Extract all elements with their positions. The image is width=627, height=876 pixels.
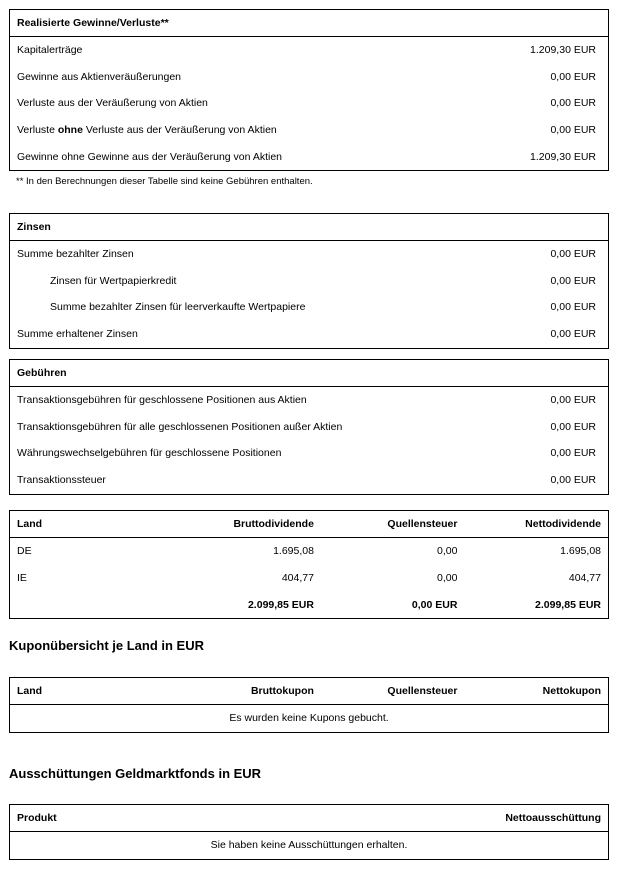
column-header: Bruttokupon bbox=[189, 678, 321, 705]
row-label: Summe bezahlter Zinsen bbox=[17, 248, 134, 260]
row-value: 0,00 EUR bbox=[550, 70, 596, 83]
row-label: Summe erhaltener Zinsen bbox=[17, 328, 138, 341]
table-row bbox=[10, 440, 608, 467]
row-label: Kapitalerträge bbox=[17, 44, 83, 56]
cell-country: DE bbox=[17, 545, 32, 558]
column-header: Land bbox=[10, 678, 189, 705]
row-label: Währungswechselgebühren für geschlossene Positionen bbox=[17, 447, 282, 460]
fees-table bbox=[9, 359, 609, 495]
empty-row bbox=[10, 705, 608, 732]
row-label: Zinsen für Wertpapierkredit bbox=[50, 274, 177, 287]
row-value: 0,00 EUR bbox=[550, 301, 596, 314]
row-value: 1.209,30 EUR bbox=[530, 44, 596, 56]
row-value: 0,00 EUR bbox=[550, 248, 596, 260]
mmf-heading: Ausschüttungen Geldmarktfonds in EUR bbox=[9, 766, 262, 781]
table-row bbox=[10, 117, 608, 144]
row-label: Gewinne aus Aktienveräußerungen bbox=[17, 70, 182, 83]
table-row bbox=[10, 37, 608, 64]
table-row bbox=[10, 241, 608, 268]
row-value: 0,00 EUR bbox=[550, 394, 596, 406]
column-header: Quellensteuer bbox=[321, 678, 465, 705]
coupons-table bbox=[9, 677, 609, 733]
table-row bbox=[10, 144, 608, 171]
cell-withholding: 0,00 bbox=[437, 545, 458, 558]
coupons-heading: Kuponübersicht je Land in EUR bbox=[9, 638, 205, 653]
row-label-emphasis: ohne bbox=[57, 124, 83, 137]
row-label: Transaktionssteuer bbox=[17, 474, 106, 487]
row-label bbox=[17, 124, 277, 136]
row-label-pre: Verluste bbox=[17, 124, 58, 137]
cell-total-gross: 2.099,85 EUR bbox=[247, 598, 314, 611]
footnote: ** In den Berechnungen dieser Tabelle sind keine Gebühren enthalten. bbox=[16, 176, 313, 187]
table-row bbox=[10, 538, 608, 565]
dividends-table bbox=[9, 510, 609, 619]
row-value: 0,00 EUR bbox=[550, 97, 596, 110]
table-row bbox=[10, 565, 608, 592]
column-header: Nettoausschüttung bbox=[206, 805, 608, 832]
column-header: Bruttodividende bbox=[189, 511, 321, 538]
cell-gross: 404,77 bbox=[281, 572, 314, 585]
realized-gains-title: Realisierte Gewinne/Verluste** bbox=[10, 10, 608, 37]
total-row bbox=[10, 591, 608, 618]
column-header: Land bbox=[10, 511, 189, 538]
cell-withholding: 0,00 bbox=[437, 572, 458, 585]
empty-message: Es wurden keine Kupons gebucht. bbox=[229, 712, 389, 725]
cell-total-net: 2.099,85 EUR bbox=[535, 598, 601, 611]
row-label: Verluste aus der Veräußerung von Aktien bbox=[17, 97, 208, 110]
column-header: Nettodividende bbox=[464, 511, 608, 538]
row-value: 0,00 EUR bbox=[550, 274, 596, 287]
table-row bbox=[10, 268, 608, 295]
fees-title: Gebühren bbox=[10, 360, 608, 387]
empty-row bbox=[10, 832, 608, 859]
cell-total-label bbox=[10, 591, 189, 618]
interest-table bbox=[9, 213, 609, 349]
table-row bbox=[10, 294, 608, 321]
cell-total-withholding: 0,00 EUR bbox=[411, 598, 458, 611]
realized-gains-table bbox=[9, 9, 609, 171]
row-value: 0,00 EUR bbox=[550, 474, 596, 487]
row-label: Summe bezahlter Zinsen für leerverkaufte Wertpapiere bbox=[50, 301, 306, 314]
row-label: Transaktionsgebühren für alle geschlossenen Positionen außer Aktien bbox=[17, 420, 343, 433]
row-label: Gewinne ohne Gewinne aus der Veräußerung von Aktien bbox=[17, 150, 283, 163]
table-row bbox=[10, 414, 608, 441]
table-row bbox=[10, 64, 608, 91]
cell-gross: 1.695,08 bbox=[273, 545, 314, 558]
table-row bbox=[10, 321, 608, 348]
row-value: 0,00 EUR bbox=[550, 447, 596, 460]
empty-message: Sie haben keine Ausschüttungen erhalten. bbox=[210, 839, 408, 852]
mmf-table bbox=[9, 804, 609, 860]
row-label: Transaktionsgebühren für geschlossene Positionen aus Aktien bbox=[17, 394, 307, 406]
column-header: Quellensteuer bbox=[321, 511, 465, 538]
table-header-row bbox=[10, 678, 608, 705]
cell-country: IE bbox=[17, 572, 27, 585]
table-row bbox=[10, 90, 608, 117]
column-header: Nettokupon bbox=[464, 678, 608, 705]
row-label-post: Verluste aus der Veräußerung von Aktien bbox=[82, 124, 277, 137]
table-header-row bbox=[10, 511, 608, 538]
table-row bbox=[10, 387, 608, 414]
row-value: 1.209,30 EUR bbox=[530, 150, 596, 163]
table-header-row bbox=[10, 805, 608, 832]
interest-title: Zinsen bbox=[10, 214, 608, 241]
row-value: 0,00 EUR bbox=[550, 124, 596, 137]
column-header: Produkt bbox=[10, 805, 206, 832]
cell-net: 1.695,08 bbox=[560, 545, 601, 558]
row-value: 0,00 EUR bbox=[550, 420, 596, 433]
table-row bbox=[10, 467, 608, 494]
cell-net: 404,77 bbox=[568, 572, 601, 585]
row-value: 0,00 EUR bbox=[550, 328, 596, 341]
